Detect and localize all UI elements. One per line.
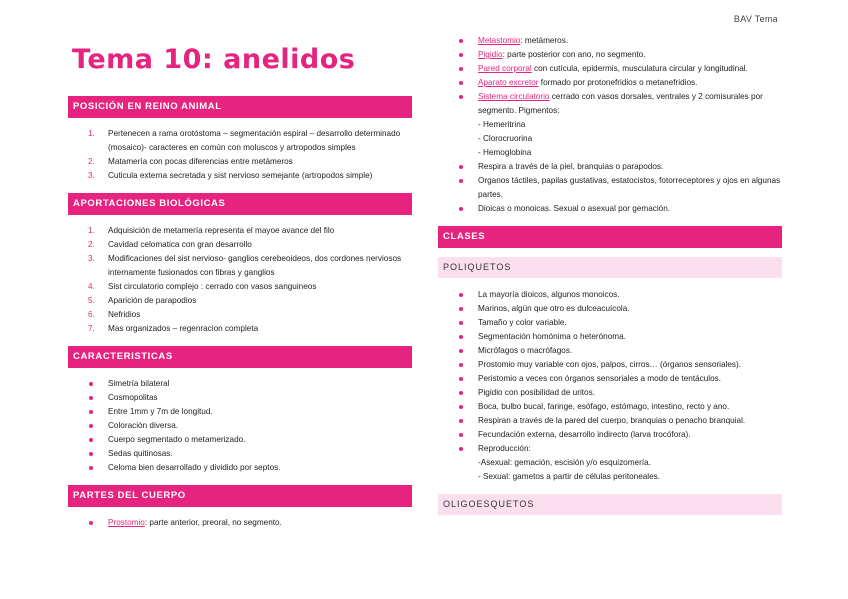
bullet-icon [459, 419, 463, 423]
section-partes-continued [438, 34, 782, 216]
bullet-icon [459, 335, 463, 339]
term-link[interactable]: Pigidio [478, 50, 503, 59]
list-item: Segmentación homónima o heterónoma. [438, 330, 782, 344]
right-column [438, 34, 782, 525]
list-item: 4. Sist circulatorio complejo : cerrado con vasos sanguineos [88, 282, 317, 291]
list-item: Sedas quitinosas. [68, 447, 412, 461]
bullet-icon [459, 433, 463, 437]
header-tag: BAV Tema [733, 14, 778, 24]
page-title: Tema 10: anelidos [72, 44, 356, 75]
term-link[interactable]: Prostomio [108, 518, 145, 527]
bullet-icon [459, 179, 463, 183]
bullet-icon [89, 521, 93, 525]
bullet-icon [459, 349, 463, 353]
bullet-icon [459, 405, 463, 409]
list-item: Aparato excretor formado por protonefridios o metanefridios. [438, 76, 782, 90]
bullet-icon [459, 391, 463, 395]
list-item: Peristomio a veces con órganos sensoriales a modo de tentáculos. [438, 372, 782, 386]
bullet-icon [459, 53, 463, 57]
list-item: Pigidio con posibilidad de uritos. [438, 386, 782, 400]
list-item: Prostomio muy variable con ojos, palpos, cirros… (órganos sensoriales). [438, 358, 782, 372]
reproduction-item: -Asexual: gemación, escisión y/o esquizomería. [478, 458, 651, 467]
subsection-heading-oligoesquetos: OLIGOESQUETOS [438, 494, 782, 515]
bullet-icon [89, 466, 93, 470]
list-item: Respiran a través de la pared del cuerpo, branquias o penacho branquial. [438, 414, 782, 428]
bullet-icon [459, 67, 463, 71]
list-item: Fecundación externa, desarrollo indirecto (larva trocófora). [438, 428, 782, 442]
section-aportaciones [68, 193, 412, 336]
list-item: Pared corporal con cutícula, epidermis, musculatura circular y longitudinal. [438, 62, 782, 76]
list-item: 3. Modificaciones del sist nervioso- ganglios cerebeoideos, dos cordones nerviosos internamente fusionados con fibras y ganglios [88, 254, 402, 277]
bullet-icon [459, 81, 463, 85]
bullet-icon [459, 165, 463, 169]
list-item: Prostomio: parte anterior, preoral, no segmento. [68, 516, 412, 530]
list-item: 1. Pertenecen a rama orotóstoma – segmentación espiral – desarrollo determinado (mosaico)- caracteres en común con moluscos y artropodos simples [88, 129, 401, 152]
bullet-icon [459, 39, 463, 43]
section-heading: APORTACIONES BIOLÓGICAS [68, 193, 412, 215]
pigment-item: - Hemoglobina [478, 148, 532, 157]
section-caracteristicas [68, 346, 412, 475]
section-heading: CARACTERISTICAS [68, 346, 412, 368]
list-item: 1. Adquisición de metamería representa el mayoe avance del filo [88, 226, 335, 235]
list-item: Coloración diversa. [68, 419, 412, 433]
list-item: 5. Aparición de parapodios [88, 296, 197, 305]
bullet-icon [459, 321, 463, 325]
bullet-icon [89, 410, 93, 414]
bullet-icon [89, 424, 93, 428]
left-column [68, 96, 412, 540]
section-partes [68, 485, 412, 530]
list-item: 6. Nefridios [88, 310, 141, 319]
term-link[interactable]: Metastomio [478, 36, 521, 45]
list-item: La mayoría dioicos, algunos monoicos. [438, 288, 782, 302]
list-item: Entre 1mm y 7m de longitud. [68, 405, 412, 419]
bullet-icon [459, 447, 463, 451]
section-heading: PARTES DEL CUERPO [68, 485, 412, 507]
list-item: 2. Matamería con pocas diferencias entre metámeros [88, 157, 293, 166]
bullet-icon [89, 382, 93, 386]
bullet-icon [459, 207, 463, 211]
list-item: 3. Cuticula externa secretada y sist nervioso semejante (artropodos simple) [88, 171, 373, 180]
list-item: Cuerpo segmentado o metamerizado. [68, 433, 412, 447]
bullet-icon [89, 452, 93, 456]
list-item: Pigidio: parte posterior con ano, no segmento. [438, 48, 782, 62]
list-item: Organos táctiles, papilas gustativas, estatocistos, fotorreceptores y ojos en algunas partes. [438, 174, 782, 202]
bullet-icon [89, 396, 93, 400]
section-heading: POSICIÓN EN REINO ANIMAL [68, 96, 412, 118]
section-posicion [68, 96, 412, 183]
list-item: Celoma bien desarrollado y dividido por septos. [68, 461, 412, 475]
pigment-item: - Clorocruorina [478, 134, 533, 143]
list-item: Marinos, algún que otro es dulceacuícola. [438, 302, 782, 316]
term-link[interactable]: Sistema circulatorio [478, 92, 550, 101]
list-item: Respira a través de la piel, branquias o parapodos. [438, 160, 782, 174]
list-item: Micrófagos o macrófagos. [438, 344, 782, 358]
term-link[interactable]: Pared corporal [478, 64, 532, 73]
subsection-heading-poliquetos: POLIQUETOS [438, 257, 782, 278]
list-item: Simetría bilateral [68, 377, 412, 391]
list-item: Metastomio: metámeros. [438, 34, 782, 48]
list-item: Cosmopolitas [68, 391, 412, 405]
list-item: 7. Mas organizados – regenracion completa [88, 324, 259, 333]
bullet-icon [459, 363, 463, 367]
list-item: Sistema circulatorio cerrado con vasos dorsales, ventrales y 2 comisurales por segmento. Pigmentos: [438, 90, 782, 118]
list-item: Dioicas o monoicas. Sexual o asexual por gemación. [438, 202, 782, 216]
reproduction-item: - Sexual: gametos a partir de células peritoneales. [478, 472, 661, 481]
list-item: Tamaño y color variable. [438, 316, 782, 330]
list-item: 2. Cavidad celomatica con gran desarrollo [88, 240, 252, 249]
section-poliquetos [438, 288, 782, 484]
bullet-icon [89, 438, 93, 442]
pigment-item: - Hemeritrina [478, 120, 526, 129]
bullet-icon [459, 95, 463, 99]
term-link[interactable]: Aparato excretor [478, 78, 539, 87]
bullet-icon [459, 293, 463, 297]
list-item: Boca, bulbo bucal, faringe, esófago, estómago, intestino, recto y ano. [438, 400, 782, 414]
bullet-icon [459, 307, 463, 311]
bullet-icon [459, 377, 463, 381]
list-item: Reproducción: [438, 442, 782, 456]
section-heading-clases: CLASES [438, 226, 782, 248]
